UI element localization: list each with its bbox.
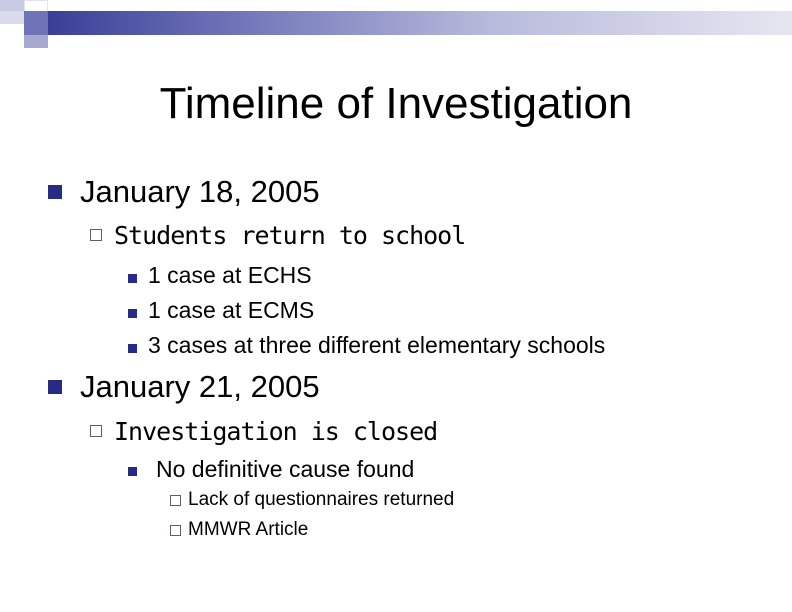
hollow-bullet-icon	[170, 495, 181, 506]
section-heading: January 18, 2005	[80, 174, 320, 209]
hollow-bullet-icon	[90, 229, 102, 241]
list-item: No definitive cause found	[156, 456, 415, 482]
deco-square	[0, 11, 24, 24]
hollow-bullet-icon	[170, 525, 181, 536]
bullet-square-icon	[128, 467, 137, 476]
sub-heading: Students return to school	[114, 221, 466, 250]
list-subitem: MMWR Article	[188, 519, 309, 540]
header-gradient-bar	[48, 11, 792, 35]
bullet-square-icon	[128, 309, 137, 318]
deco-square	[24, 11, 48, 35]
bullet-square-icon	[48, 185, 62, 199]
deco-square	[0, 24, 24, 48]
list-item: 3 cases at three different elementary schools	[148, 332, 606, 358]
bullet-square-icon	[128, 274, 137, 283]
list-item: 1 case at ECHS	[148, 262, 312, 288]
slide-title: Timeline of Investigation	[159, 79, 633, 128]
list-subitem: Lack of questionnaires returned	[188, 489, 455, 510]
bullet-square-icon	[48, 380, 62, 394]
list-item: 1 case at ECMS	[148, 297, 315, 323]
sub-heading: Investigation is closed	[114, 417, 438, 446]
hollow-bullet-icon	[90, 425, 102, 437]
bullet-square-icon	[128, 344, 137, 353]
section-heading: January 21, 2005	[80, 369, 320, 404]
